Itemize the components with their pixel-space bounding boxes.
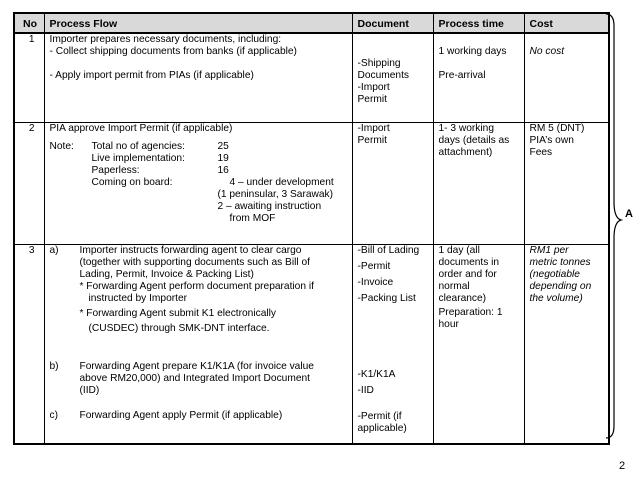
header-cost: Cost [524, 13, 609, 33]
agency-stat-value: 4 – under development [229, 176, 334, 188]
step-title: Importer prepares necessary documents, including: [49, 34, 282, 45]
brace-label: A [625, 208, 633, 220]
sub-step-text: Forwarding Agent apply Permit (if applicable) [79, 409, 283, 421]
sub-step-text: (together with supporting documents such as Bill of [79, 256, 310, 268]
document-line: -Bill of Lading [357, 244, 420, 256]
time-line: documents in [438, 256, 500, 268]
document-line: -Permit [357, 260, 391, 272]
table-row [14, 33, 609, 122]
document-line: -Packing List [357, 292, 416, 304]
cost-line: Fees [529, 146, 553, 158]
step-item: - Apply import permit from PIAs (if applicable) [49, 70, 254, 81]
header-process-time: Process time [433, 13, 524, 33]
document-line: -K1/K1A [357, 368, 396, 380]
sub-step-label: a) [49, 244, 59, 256]
document-line: -Import [357, 122, 390, 134]
process-flow-cell [44, 244, 352, 444]
row-number: 2 [14, 122, 44, 244]
agency-stat-label: Live implementation: [91, 152, 185, 164]
document-line: -IID [357, 384, 374, 396]
bullet-text: (CUSDEC) through SMK-DNT interface. [88, 322, 270, 334]
cost-line: (negotiable [529, 268, 580, 280]
sub-step-text: Forwarding Agent prepare K1/K1A (for invoice value [79, 360, 314, 372]
sub-step-text: Importer instructs forwarding agent to clear cargo [79, 244, 302, 256]
sub-step-a [50, 245, 352, 335]
process-time-cell [433, 33, 524, 122]
cost-line: the volume) [529, 292, 583, 304]
cost-line: RM 5 (DNT) [529, 122, 585, 134]
document-cell [352, 33, 433, 122]
document-line: applicable) [357, 422, 407, 434]
document-line: -Import [357, 82, 390, 93]
time-line: clearance) [438, 292, 487, 304]
cost-line: depending on [529, 280, 592, 292]
step-item: - Collect shipping documents from banks (if applicable) [49, 46, 297, 57]
bullet-text: * Forwarding Agent perform document preparation if [79, 280, 314, 292]
time-line: 1 working days [438, 46, 507, 57]
agency-stat-label: Total no of agencies: [91, 140, 185, 152]
sub-step-c [50, 410, 352, 422]
step-title: PIA approve Import Permit (if applicable) [49, 122, 233, 134]
document-line: -Invoice [357, 276, 394, 288]
cost-cell [524, 244, 609, 444]
agency-stat-label: Paperless: [91, 164, 140, 176]
process-time-cell [433, 122, 524, 244]
header-no: No [14, 13, 44, 33]
time-line: 1 day (all [438, 244, 480, 256]
page-number: 2 [619, 460, 626, 472]
sub-step-text: above RM20,000) and Integrated Import Document [79, 372, 310, 384]
table-row [14, 122, 609, 244]
sub-step-text: Lading, Permit, Invoice & Packing List) [79, 268, 254, 280]
document-cell [352, 122, 433, 244]
process-flow-cell [44, 33, 352, 122]
process-flow-table [13, 12, 610, 445]
curly-brace [604, 12, 626, 442]
cost-cell [524, 122, 609, 244]
agency-stat-label: Coming on board: [91, 176, 173, 188]
time-line: order and for [438, 268, 497, 280]
note-label: Note: [49, 140, 74, 152]
document-line: -Shipping [357, 58, 401, 69]
board-detail: 2 – awaiting instruction [217, 200, 322, 212]
table-row [14, 244, 609, 444]
sub-step-label: b) [49, 360, 59, 372]
time-line: 1- 3 working [438, 122, 494, 134]
row-number: 3 [14, 244, 44, 444]
header-document: Document [352, 13, 433, 33]
row-number: 1 [14, 33, 44, 122]
time-line: Preparation: 1 [438, 306, 503, 318]
document-cell [352, 244, 433, 444]
time-line: days (details as [438, 134, 510, 146]
time-line: attachment) [438, 146, 493, 158]
table-header-row [14, 13, 609, 33]
board-detail: (1 peninsular, 3 Sarawak) [217, 188, 334, 200]
document-line: Permit [357, 134, 387, 146]
cost-cell [524, 33, 609, 122]
agency-stat-value: 16 [217, 164, 229, 176]
agency-stat-value: 25 [217, 140, 229, 152]
agency-stat-value: 19 [217, 152, 229, 164]
process-flow-cell [44, 122, 352, 244]
cost-line: PIA’s own [529, 134, 574, 146]
time-line: Pre-arrival [438, 70, 486, 81]
cost-line: metric tonnes [529, 256, 591, 268]
time-line: normal [438, 280, 470, 292]
agency-note [50, 141, 352, 189]
bullet-text: instructed by Importer [88, 292, 188, 304]
header-process-flow: Process Flow [44, 13, 352, 33]
document-line: Documents [357, 70, 410, 81]
process-time-cell [433, 244, 524, 444]
cost-line: No cost [529, 46, 565, 57]
time-line: hour [438, 318, 459, 330]
cost-line: RM1 per [529, 244, 569, 256]
sub-step-label: c) [49, 409, 58, 421]
board-detail: from MOF [229, 212, 276, 224]
document-line: -Permit (if [357, 410, 402, 422]
bullet-text: * Forwarding Agent submit K1 electronically [79, 307, 276, 319]
sub-step-text: (IID) [79, 384, 100, 396]
sub-step-b [50, 361, 352, 397]
document-line: Permit [357, 94, 387, 105]
